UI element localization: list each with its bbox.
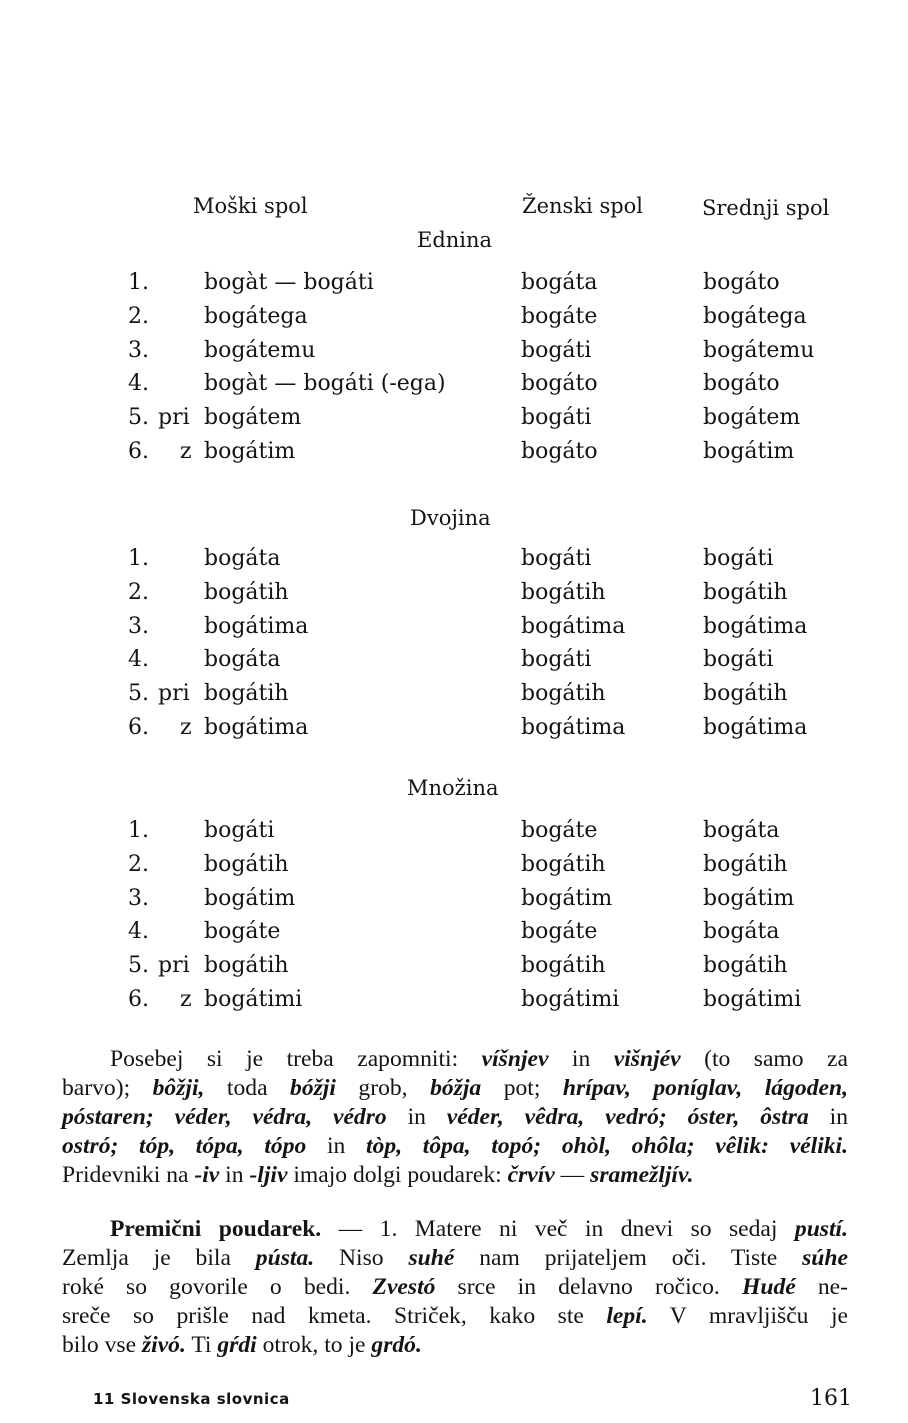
paragraph-line: [62, 1215, 848, 1244]
masculine-form: bogáta: [204, 647, 281, 673]
text-run: grob,: [335, 1075, 431, 1101]
feminine-form: bogáti: [521, 647, 592, 673]
neuter-form: bogátemu: [703, 337, 815, 363]
text-run: nam prijateljem oči. Tiste: [454, 1245, 803, 1271]
neuter-form: bogáta: [703, 919, 780, 945]
case-preposition: pri: [158, 953, 190, 979]
italic-word: -ljiv: [249, 1162, 288, 1188]
section-title: Ednina: [417, 228, 493, 252]
text-run: in: [219, 1162, 250, 1188]
text-run: —: [554, 1162, 591, 1188]
case-number: 3.: [128, 337, 149, 363]
neuter-form: bogáti: [703, 647, 774, 673]
feminine-form: bogátimi: [521, 987, 620, 1012]
case-number: 3.: [128, 885, 149, 911]
neuter-form: bogáto: [703, 371, 780, 397]
text-run: (to samo za: [680, 1046, 848, 1072]
footer-signature: 11 Slovenska slovnica: [93, 1390, 290, 1408]
case-number: 6.: [128, 439, 149, 464]
masculine-form: bogáte: [204, 919, 281, 945]
feminine-form: bogátih: [521, 579, 606, 605]
masculine-form: bogátih: [204, 851, 289, 877]
case-preposition: pri: [158, 681, 190, 707]
neuter-form: bogáta: [703, 818, 780, 843]
text-run: in: [548, 1046, 614, 1072]
italic-word: bôžji,: [152, 1075, 205, 1101]
paragraph-moving-accent: [62, 1215, 848, 1360]
text-run: sreče so prišle nad kmeta. Striček, kako ste: [62, 1303, 607, 1329]
masculine-form: bogátih: [204, 953, 289, 979]
italic-word: sramežljív.: [590, 1162, 694, 1188]
feminine-form: bogáte: [521, 919, 598, 945]
italic-word: véder, vêdra, vedró; óster, ôstra: [446, 1104, 809, 1130]
masculine-form: bogàt — bogáti: [204, 270, 374, 295]
case-number: 1.: [128, 546, 149, 571]
masculine-form: bogátim: [204, 885, 296, 911]
case-preposition: z: [180, 439, 192, 464]
feminine-form: bogátim: [521, 885, 613, 911]
text-run: V mravljišču je: [647, 1303, 848, 1329]
neuter-form: bogáti: [703, 546, 774, 571]
section-title: Množina: [407, 776, 499, 800]
feminine-form: bogáti: [521, 405, 592, 431]
case-number: 2.: [128, 303, 149, 329]
text-run: ne-: [795, 1274, 848, 1300]
paragraph-line: [62, 1074, 848, 1103]
text-run: otrok, to je: [256, 1332, 372, 1358]
neuter-form: bogátih: [703, 579, 788, 605]
case-number: 5.: [128, 405, 149, 431]
neuter-form: bogátima: [703, 715, 808, 740]
feminine-form: bogáte: [521, 303, 598, 329]
section-title: Dvojina: [410, 506, 491, 530]
case-number: 2.: [128, 579, 149, 605]
paragraph-line: [62, 1103, 848, 1132]
masculine-form: bogátima: [204, 715, 309, 740]
feminine-form: bogátima: [521, 613, 626, 639]
italic-word: hrípav, poníglav, lágoden,: [562, 1075, 848, 1101]
italic-word: grdó.: [371, 1332, 422, 1358]
text-run: pot;: [481, 1075, 563, 1101]
case-number: 6.: [128, 987, 149, 1012]
neuter-form: bogátim: [703, 885, 795, 911]
paragraph-exceptions: [62, 1045, 848, 1190]
masculine-form: bogátem: [204, 405, 302, 431]
text-run: toda: [204, 1075, 291, 1101]
text-run: — 1. Matere ni več in dnevi so sedaj: [321, 1216, 795, 1242]
italic-word: lepí.: [606, 1303, 648, 1329]
case-number: 3.: [128, 613, 149, 639]
feminine-form: bogáta: [521, 270, 598, 295]
masculine-form: bogátih: [204, 681, 289, 707]
case-number: 2.: [128, 851, 149, 877]
text-run: imajo dolgi poudarek:: [287, 1162, 508, 1188]
italic-word: živó.: [141, 1332, 186, 1358]
italic-word: -iv: [194, 1162, 220, 1188]
italic-word: suhé: [408, 1245, 455, 1271]
paragraph-line: [62, 1244, 848, 1273]
column-header-neuter: Srednji spol: [702, 196, 830, 220]
paragraph-line: [62, 1045, 848, 1074]
text-run: in: [306, 1133, 367, 1159]
column-header-feminine: Ženski spol: [522, 194, 644, 218]
case-number: 6.: [128, 715, 149, 740]
neuter-form: bogátih: [703, 681, 788, 707]
masculine-form: bogátima: [204, 613, 309, 639]
text-run: bilo vse: [62, 1332, 142, 1358]
text-run: srce in delavno ročico.: [435, 1274, 742, 1300]
italic-word: gŕdi: [217, 1332, 257, 1358]
neuter-form: bogátima: [703, 613, 808, 639]
italic-word: tòp, tôpa, topó; ohòl, ohôla; vêlik: véliki.: [366, 1133, 849, 1159]
case-preposition: z: [180, 987, 192, 1012]
neuter-form: bogáto: [703, 270, 780, 295]
text-run: in: [808, 1104, 848, 1130]
case-preposition: z: [180, 715, 192, 740]
italic-word: víšnjev: [481, 1046, 549, 1072]
feminine-form: bogáte: [521, 818, 598, 843]
neuter-form: bogátih: [703, 953, 788, 979]
text-run: in: [386, 1104, 447, 1130]
text-run: roké so govorile o bedi.: [62, 1274, 373, 1300]
case-number: 4.: [128, 371, 149, 397]
paragraph-line: [62, 1273, 848, 1302]
paragraph-line: [62, 1331, 848, 1360]
masculine-form: bogáta: [204, 546, 281, 571]
feminine-form: bogátih: [521, 681, 606, 707]
italic-word: Hudé: [741, 1274, 796, 1300]
case-number: 5.: [128, 953, 149, 979]
neuter-form: bogátimi: [703, 987, 802, 1012]
italic-word: črvív: [507, 1162, 555, 1188]
italic-word: súhe: [802, 1245, 849, 1271]
masculine-form: bogátemu: [204, 337, 316, 363]
masculine-form: bogátimi: [204, 987, 303, 1012]
text-run: barvo);: [62, 1075, 153, 1101]
neuter-form: bogátih: [703, 851, 788, 877]
case-number: 1.: [128, 818, 149, 843]
masculine-form: bogàt — bogáti (-ega): [204, 371, 446, 397]
text-run: Posebej si je treba zapomniti:: [110, 1046, 482, 1072]
column-header-masculine: Moški spol: [193, 194, 308, 218]
neuter-form: bogátem: [703, 405, 801, 431]
paragraph-line: [62, 1302, 848, 1331]
italic-word: bóžji: [290, 1075, 336, 1101]
feminine-form: bogátih: [521, 953, 606, 979]
case-number: 4.: [128, 647, 149, 673]
masculine-form: bogátim: [204, 439, 296, 464]
feminine-form: bogáti: [521, 337, 592, 363]
italic-word: ostró; tóp, tópa, tópo: [62, 1133, 307, 1159]
case-preposition: pri: [158, 405, 190, 431]
feminine-form: bogátima: [521, 715, 626, 740]
text-run: Pridevniki na: [62, 1162, 195, 1188]
italic-word: pustí.: [794, 1216, 848, 1242]
masculine-form: bogátih: [204, 579, 289, 605]
text-run: Zemlja je bila: [62, 1245, 256, 1271]
text-run: Ti: [185, 1332, 218, 1358]
page-number: 161: [810, 1386, 852, 1411]
paragraph-line: [62, 1161, 848, 1190]
italic-word: póstaren; véder, védra, védro: [62, 1104, 387, 1130]
italic-word: bóžja: [430, 1075, 482, 1101]
bold-heading: Premični poudarek.: [110, 1216, 322, 1242]
feminine-form: bogátih: [521, 851, 606, 877]
masculine-form: bogátega: [204, 303, 308, 329]
feminine-form: bogáto: [521, 371, 598, 397]
case-number: 5.: [128, 681, 149, 707]
case-number: 1.: [128, 270, 149, 295]
feminine-form: bogáto: [521, 439, 598, 464]
neuter-form: bogátega: [703, 303, 807, 329]
paragraph-line: [62, 1132, 848, 1161]
italic-word: Zvestó: [372, 1274, 436, 1300]
case-number: 4.: [128, 919, 149, 945]
text-run: Niso: [314, 1245, 409, 1271]
neuter-form: bogátim: [703, 439, 795, 464]
italic-word: pústa.: [255, 1245, 315, 1271]
italic-word: višnjév: [613, 1046, 681, 1072]
feminine-form: bogáti: [521, 546, 592, 571]
masculine-form: bogáti: [204, 818, 275, 843]
